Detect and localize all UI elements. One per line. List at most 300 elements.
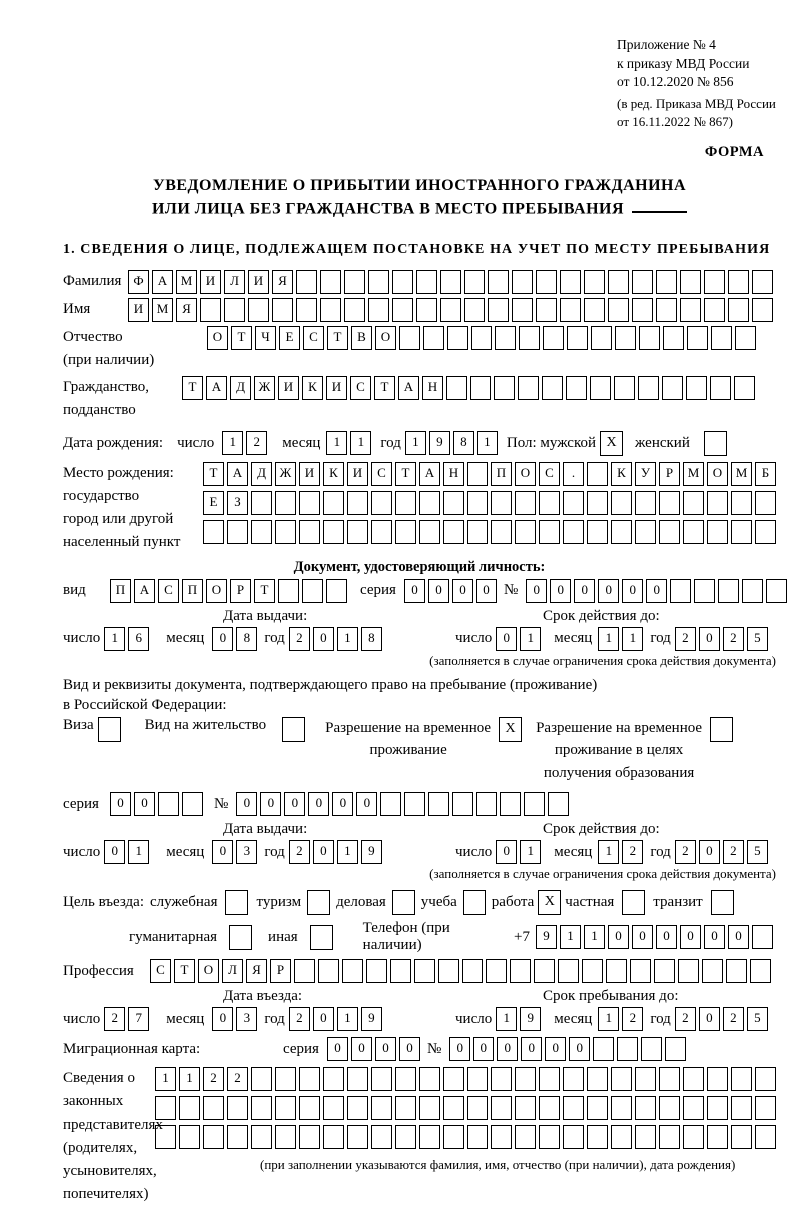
char-box[interactable] <box>371 1096 392 1120</box>
char-box[interactable]: 0 <box>545 1037 566 1061</box>
char-box[interactable] <box>587 491 608 515</box>
char-box[interactable]: С <box>539 462 560 486</box>
char-box[interactable] <box>318 959 339 983</box>
char-box[interactable]: 1 <box>179 1067 200 1091</box>
char-box[interactable] <box>447 326 468 350</box>
char-box[interactable]: 1 <box>584 925 605 949</box>
char-box[interactable]: 5 <box>747 1007 768 1031</box>
char-box[interactable]: 1 <box>155 1067 176 1091</box>
char-box[interactable] <box>608 298 629 322</box>
char-box[interactable] <box>560 270 581 294</box>
char-box[interactable] <box>471 326 492 350</box>
char-box[interactable] <box>615 326 636 350</box>
char-box[interactable]: 0 <box>212 1007 233 1031</box>
char-box[interactable]: 9 <box>361 840 382 864</box>
char-box[interactable]: 2 <box>723 1007 744 1031</box>
char-box[interactable] <box>299 1125 320 1149</box>
char-box[interactable] <box>491 491 512 515</box>
char-box[interactable] <box>752 270 773 294</box>
char-box[interactable]: И <box>299 462 320 486</box>
purpose-tourism-checkbox[interactable] <box>307 890 330 915</box>
char-box[interactable] <box>711 326 732 350</box>
char-box[interactable] <box>606 959 627 983</box>
char-box[interactable] <box>344 270 365 294</box>
char-box[interactable] <box>515 1067 536 1091</box>
char-box[interactable]: 0 <box>452 579 473 603</box>
char-box[interactable] <box>680 270 701 294</box>
char-box[interactable]: 9 <box>520 1007 541 1031</box>
char-box[interactable]: Л <box>224 270 245 294</box>
char-box[interactable] <box>302 579 323 603</box>
char-box[interactable] <box>683 520 704 544</box>
char-box[interactable]: Т <box>174 959 195 983</box>
char-box[interactable] <box>656 298 677 322</box>
char-box[interactable] <box>251 1067 272 1091</box>
char-box[interactable] <box>467 1096 488 1120</box>
char-box[interactable]: И <box>248 270 269 294</box>
char-box[interactable] <box>155 1096 176 1120</box>
char-box[interactable] <box>443 1096 464 1120</box>
char-box[interactable] <box>294 959 315 983</box>
char-box[interactable] <box>512 270 533 294</box>
char-box[interactable] <box>395 1067 416 1091</box>
purpose-other-checkbox[interactable] <box>310 925 333 950</box>
char-box[interactable] <box>539 1096 560 1120</box>
char-box[interactable]: 8 <box>236 627 257 651</box>
char-box[interactable] <box>593 1037 614 1061</box>
char-box[interactable]: 0 <box>449 1037 470 1061</box>
char-box[interactable] <box>694 579 715 603</box>
char-box[interactable] <box>452 792 473 816</box>
char-box[interactable]: 0 <box>699 627 720 651</box>
char-box[interactable] <box>731 520 752 544</box>
char-box[interactable] <box>659 491 680 515</box>
char-box[interactable]: 0 <box>212 840 233 864</box>
char-box[interactable] <box>659 1067 680 1091</box>
char-box[interactable]: 1 <box>350 431 371 455</box>
char-box[interactable] <box>416 270 437 294</box>
char-box[interactable]: И <box>128 298 149 322</box>
char-box[interactable]: 0 <box>526 579 547 603</box>
char-box[interactable]: 0 <box>496 627 517 651</box>
char-box[interactable]: 7 <box>128 1007 149 1031</box>
char-box[interactable]: Т <box>327 326 348 350</box>
char-box[interactable]: 0 <box>356 792 377 816</box>
char-box[interactable]: 2 <box>203 1067 224 1091</box>
char-box[interactable]: 3 <box>236 1007 257 1031</box>
char-box[interactable] <box>467 520 488 544</box>
char-box[interactable]: 0 <box>569 1037 590 1061</box>
char-box[interactable] <box>678 959 699 983</box>
char-box[interactable] <box>659 520 680 544</box>
char-box[interactable]: 2 <box>675 627 696 651</box>
char-box[interactable]: 5 <box>747 627 768 651</box>
purpose-study-checkbox[interactable] <box>463 890 486 915</box>
char-box[interactable]: 2 <box>289 840 310 864</box>
char-box[interactable] <box>707 1125 728 1149</box>
char-box[interactable]: Д <box>230 376 251 400</box>
char-box[interactable] <box>683 1096 704 1120</box>
char-box[interactable]: 0 <box>104 840 125 864</box>
char-box[interactable] <box>251 1125 272 1149</box>
char-box[interactable]: 1 <box>337 627 358 651</box>
char-box[interactable] <box>395 1125 416 1149</box>
char-box[interactable]: 1 <box>326 431 347 455</box>
char-box[interactable]: Ф <box>128 270 149 294</box>
char-box[interactable] <box>766 579 787 603</box>
char-box[interactable] <box>464 270 485 294</box>
char-box[interactable] <box>536 270 557 294</box>
char-box[interactable] <box>423 326 444 350</box>
char-box[interactable] <box>467 462 488 486</box>
char-box[interactable]: 1 <box>496 1007 517 1031</box>
char-box[interactable]: 2 <box>246 431 267 455</box>
char-box[interactable] <box>347 1096 368 1120</box>
char-box[interactable]: Ж <box>275 462 296 486</box>
char-box[interactable] <box>591 326 612 350</box>
char-box[interactable]: 0 <box>313 1007 334 1031</box>
char-box[interactable]: Р <box>270 959 291 983</box>
char-box[interactable]: 1 <box>598 1007 619 1031</box>
char-box[interactable]: 1 <box>598 840 619 864</box>
char-box[interactable] <box>587 1096 608 1120</box>
char-box[interactable] <box>734 376 755 400</box>
char-box[interactable]: Н <box>422 376 443 400</box>
char-box[interactable] <box>251 491 272 515</box>
char-box[interactable] <box>416 298 437 322</box>
char-box[interactable]: М <box>683 462 704 486</box>
char-box[interactable] <box>251 1096 272 1120</box>
char-box[interactable] <box>639 326 660 350</box>
char-box[interactable]: 0 <box>646 579 667 603</box>
char-box[interactable]: 1 <box>520 627 541 651</box>
char-box[interactable]: 0 <box>521 1037 542 1061</box>
char-box[interactable] <box>326 579 347 603</box>
char-box[interactable] <box>731 1125 752 1149</box>
char-box[interactable] <box>611 1096 632 1120</box>
char-box[interactable]: Ч <box>255 326 276 350</box>
char-box[interactable] <box>500 792 521 816</box>
char-box[interactable] <box>419 1125 440 1149</box>
char-box[interactable]: 1 <box>560 925 581 949</box>
char-box[interactable]: 0 <box>622 579 643 603</box>
char-box[interactable] <box>656 270 677 294</box>
sex-male-checkbox[interactable]: X <box>600 431 623 456</box>
char-box[interactable] <box>470 376 491 400</box>
char-box[interactable] <box>534 959 555 983</box>
char-box[interactable]: 0 <box>632 925 653 949</box>
char-box[interactable]: Т <box>374 376 395 400</box>
char-box[interactable] <box>419 520 440 544</box>
char-box[interactable]: 2 <box>675 1007 696 1031</box>
char-box[interactable] <box>539 520 560 544</box>
char-box[interactable]: 0 <box>473 1037 494 1061</box>
char-box[interactable] <box>755 520 776 544</box>
char-box[interactable] <box>635 491 656 515</box>
char-box[interactable]: 0 <box>680 925 701 949</box>
char-box[interactable] <box>755 491 776 515</box>
char-box[interactable] <box>611 520 632 544</box>
char-box[interactable]: 0 <box>497 1037 518 1061</box>
char-box[interactable] <box>368 270 389 294</box>
char-box[interactable] <box>635 1067 656 1091</box>
temp-residence-education-checkbox[interactable] <box>710 717 733 742</box>
char-box[interactable] <box>491 1096 512 1120</box>
char-box[interactable] <box>755 1067 776 1091</box>
char-box[interactable] <box>200 298 221 322</box>
char-box[interactable]: Д <box>251 462 272 486</box>
char-box[interactable]: О <box>707 462 728 486</box>
char-box[interactable] <box>567 326 588 350</box>
char-box[interactable] <box>755 1125 776 1149</box>
char-box[interactable] <box>611 491 632 515</box>
char-box[interactable]: С <box>303 326 324 350</box>
char-box[interactable]: 0 <box>332 792 353 816</box>
char-box[interactable] <box>654 959 675 983</box>
char-box[interactable]: 2 <box>675 840 696 864</box>
char-box[interactable]: 0 <box>598 579 619 603</box>
char-box[interactable] <box>491 520 512 544</box>
char-box[interactable]: Р <box>659 462 680 486</box>
char-box[interactable] <box>296 270 317 294</box>
char-box[interactable] <box>707 491 728 515</box>
char-box[interactable]: О <box>375 326 396 350</box>
char-box[interactable] <box>419 1067 440 1091</box>
char-box[interactable] <box>203 520 224 544</box>
char-box[interactable] <box>731 1096 752 1120</box>
char-box[interactable]: 2 <box>104 1007 125 1031</box>
char-box[interactable] <box>275 520 296 544</box>
char-box[interactable]: О <box>207 326 228 350</box>
char-box[interactable] <box>344 298 365 322</box>
char-box[interactable]: 0 <box>313 840 334 864</box>
char-box[interactable]: О <box>206 579 227 603</box>
char-box[interactable]: З <box>227 491 248 515</box>
char-box[interactable] <box>510 959 531 983</box>
char-box[interactable] <box>560 298 581 322</box>
char-box[interactable] <box>494 376 515 400</box>
char-box[interactable] <box>323 520 344 544</box>
char-box[interactable]: 0 <box>110 792 131 816</box>
char-box[interactable] <box>563 1096 584 1120</box>
char-box[interactable] <box>590 376 611 400</box>
char-box[interactable] <box>539 1067 560 1091</box>
char-box[interactable]: Т <box>182 376 203 400</box>
char-box[interactable]: Е <box>279 326 300 350</box>
char-box[interactable] <box>702 959 723 983</box>
char-box[interactable] <box>347 1125 368 1149</box>
char-box[interactable]: 1 <box>128 840 149 864</box>
char-box[interactable] <box>587 462 608 486</box>
char-box[interactable]: К <box>302 376 323 400</box>
char-box[interactable] <box>659 1096 680 1120</box>
char-box[interactable]: 1 <box>337 840 358 864</box>
char-box[interactable] <box>224 298 245 322</box>
char-box[interactable] <box>446 376 467 400</box>
char-box[interactable] <box>275 1096 296 1120</box>
char-box[interactable]: 0 <box>428 579 449 603</box>
char-box[interactable]: 0 <box>327 1037 348 1061</box>
char-box[interactable]: 1 <box>622 627 643 651</box>
char-box[interactable] <box>563 491 584 515</box>
char-box[interactable] <box>638 376 659 400</box>
char-box[interactable]: С <box>371 462 392 486</box>
char-box[interactable]: 0 <box>399 1037 420 1061</box>
char-box[interactable] <box>635 1125 656 1149</box>
char-box[interactable] <box>632 298 653 322</box>
char-box[interactable] <box>366 959 387 983</box>
char-box[interactable]: 0 <box>284 792 305 816</box>
char-box[interactable] <box>428 792 449 816</box>
char-box[interactable] <box>464 298 485 322</box>
char-box[interactable]: 0 <box>496 840 517 864</box>
char-box[interactable] <box>543 326 564 350</box>
char-box[interactable]: 2 <box>289 1007 310 1031</box>
char-box[interactable] <box>587 520 608 544</box>
char-box[interactable] <box>548 792 569 816</box>
char-box[interactable] <box>755 1096 776 1120</box>
char-box[interactable] <box>155 1125 176 1149</box>
char-box[interactable] <box>686 376 707 400</box>
char-box[interactable]: Т <box>254 579 275 603</box>
char-box[interactable] <box>440 298 461 322</box>
char-box[interactable] <box>323 1125 344 1149</box>
char-box[interactable] <box>563 1125 584 1149</box>
char-box[interactable]: 0 <box>608 925 629 949</box>
char-box[interactable] <box>342 959 363 983</box>
char-box[interactable] <box>539 1125 560 1149</box>
char-box[interactable] <box>299 1067 320 1091</box>
char-box[interactable] <box>179 1096 200 1120</box>
char-box[interactable]: М <box>176 270 197 294</box>
char-box[interactable] <box>390 959 411 983</box>
char-box[interactable]: Ж <box>254 376 275 400</box>
char-box[interactable] <box>707 1067 728 1091</box>
char-box[interactable] <box>158 792 179 816</box>
char-box[interactable]: А <box>227 462 248 486</box>
char-box[interactable] <box>371 1125 392 1149</box>
char-box[interactable] <box>299 1096 320 1120</box>
char-box[interactable] <box>728 298 749 322</box>
char-box[interactable] <box>611 1067 632 1091</box>
char-box[interactable]: 0 <box>308 792 329 816</box>
char-box[interactable]: Е <box>203 491 224 515</box>
char-box[interactable]: 1 <box>520 840 541 864</box>
char-box[interactable] <box>750 959 771 983</box>
char-box[interactable]: Р <box>230 579 251 603</box>
char-box[interactable]: А <box>134 579 155 603</box>
char-box[interactable]: Т <box>231 326 252 350</box>
char-box[interactable] <box>707 520 728 544</box>
char-box[interactable]: Я <box>272 270 293 294</box>
char-box[interactable] <box>347 1067 368 1091</box>
char-box[interactable] <box>566 376 587 400</box>
char-box[interactable]: П <box>110 579 131 603</box>
char-box[interactable]: 2 <box>289 627 310 651</box>
char-box[interactable] <box>467 491 488 515</box>
char-box[interactable]: 0 <box>699 1007 720 1031</box>
char-box[interactable] <box>395 491 416 515</box>
char-box[interactable] <box>476 792 497 816</box>
char-box[interactable] <box>380 792 401 816</box>
temp-residence-checkbox[interactable]: X <box>499 717 522 742</box>
char-box[interactable]: 2 <box>227 1067 248 1091</box>
char-box[interactable]: Я <box>246 959 267 983</box>
char-box[interactable]: Я <box>176 298 197 322</box>
char-box[interactable] <box>683 1067 704 1091</box>
char-box[interactable] <box>443 520 464 544</box>
char-box[interactable]: А <box>152 270 173 294</box>
char-box[interactable]: 9 <box>361 1007 382 1031</box>
char-box[interactable] <box>488 270 509 294</box>
char-box[interactable]: 3 <box>236 840 257 864</box>
char-box[interactable] <box>515 1096 536 1120</box>
char-box[interactable] <box>368 298 389 322</box>
purpose-work-checkbox[interactable]: X <box>538 890 561 915</box>
char-box[interactable] <box>515 520 536 544</box>
char-box[interactable] <box>584 270 605 294</box>
char-box[interactable]: К <box>611 462 632 486</box>
char-box[interactable] <box>582 959 603 983</box>
char-box[interactable] <box>663 326 684 350</box>
char-box[interactable]: М <box>731 462 752 486</box>
char-box[interactable] <box>659 1125 680 1149</box>
char-box[interactable]: А <box>398 376 419 400</box>
char-box[interactable]: А <box>419 462 440 486</box>
char-box[interactable] <box>632 270 653 294</box>
char-box[interactable] <box>371 491 392 515</box>
char-box[interactable]: Т <box>395 462 416 486</box>
char-box[interactable] <box>491 1125 512 1149</box>
char-box[interactable]: 1 <box>405 431 426 455</box>
char-box[interactable] <box>404 792 425 816</box>
char-box[interactable]: 2 <box>723 840 744 864</box>
char-box[interactable] <box>495 326 516 350</box>
char-box[interactable] <box>320 298 341 322</box>
char-box[interactable]: М <box>152 298 173 322</box>
char-box[interactable]: У <box>635 462 656 486</box>
char-box[interactable] <box>395 1096 416 1120</box>
sex-female-checkbox[interactable] <box>704 431 727 456</box>
char-box[interactable] <box>718 579 739 603</box>
residence-permit-checkbox[interactable] <box>282 717 305 742</box>
char-box[interactable] <box>414 959 435 983</box>
char-box[interactable] <box>251 520 272 544</box>
char-box[interactable]: К <box>323 462 344 486</box>
char-box[interactable] <box>662 376 683 400</box>
char-box[interactable] <box>665 1037 686 1061</box>
char-box[interactable]: 0 <box>134 792 155 816</box>
char-box[interactable] <box>731 1067 752 1091</box>
char-box[interactable] <box>680 298 701 322</box>
char-box[interactable]: С <box>158 579 179 603</box>
char-box[interactable] <box>635 1096 656 1120</box>
char-box[interactable] <box>542 376 563 400</box>
char-box[interactable]: 0 <box>313 627 334 651</box>
char-box[interactable]: . <box>563 462 584 486</box>
char-box[interactable] <box>419 491 440 515</box>
char-box[interactable] <box>248 298 269 322</box>
char-box[interactable] <box>512 298 533 322</box>
char-box[interactable]: 0 <box>656 925 677 949</box>
char-box[interactable]: И <box>278 376 299 400</box>
char-box[interactable] <box>614 376 635 400</box>
char-box[interactable] <box>227 1125 248 1149</box>
char-box[interactable]: 8 <box>453 431 474 455</box>
char-box[interactable] <box>563 1067 584 1091</box>
char-box[interactable]: 0 <box>212 627 233 651</box>
char-box[interactable]: 1 <box>598 627 619 651</box>
